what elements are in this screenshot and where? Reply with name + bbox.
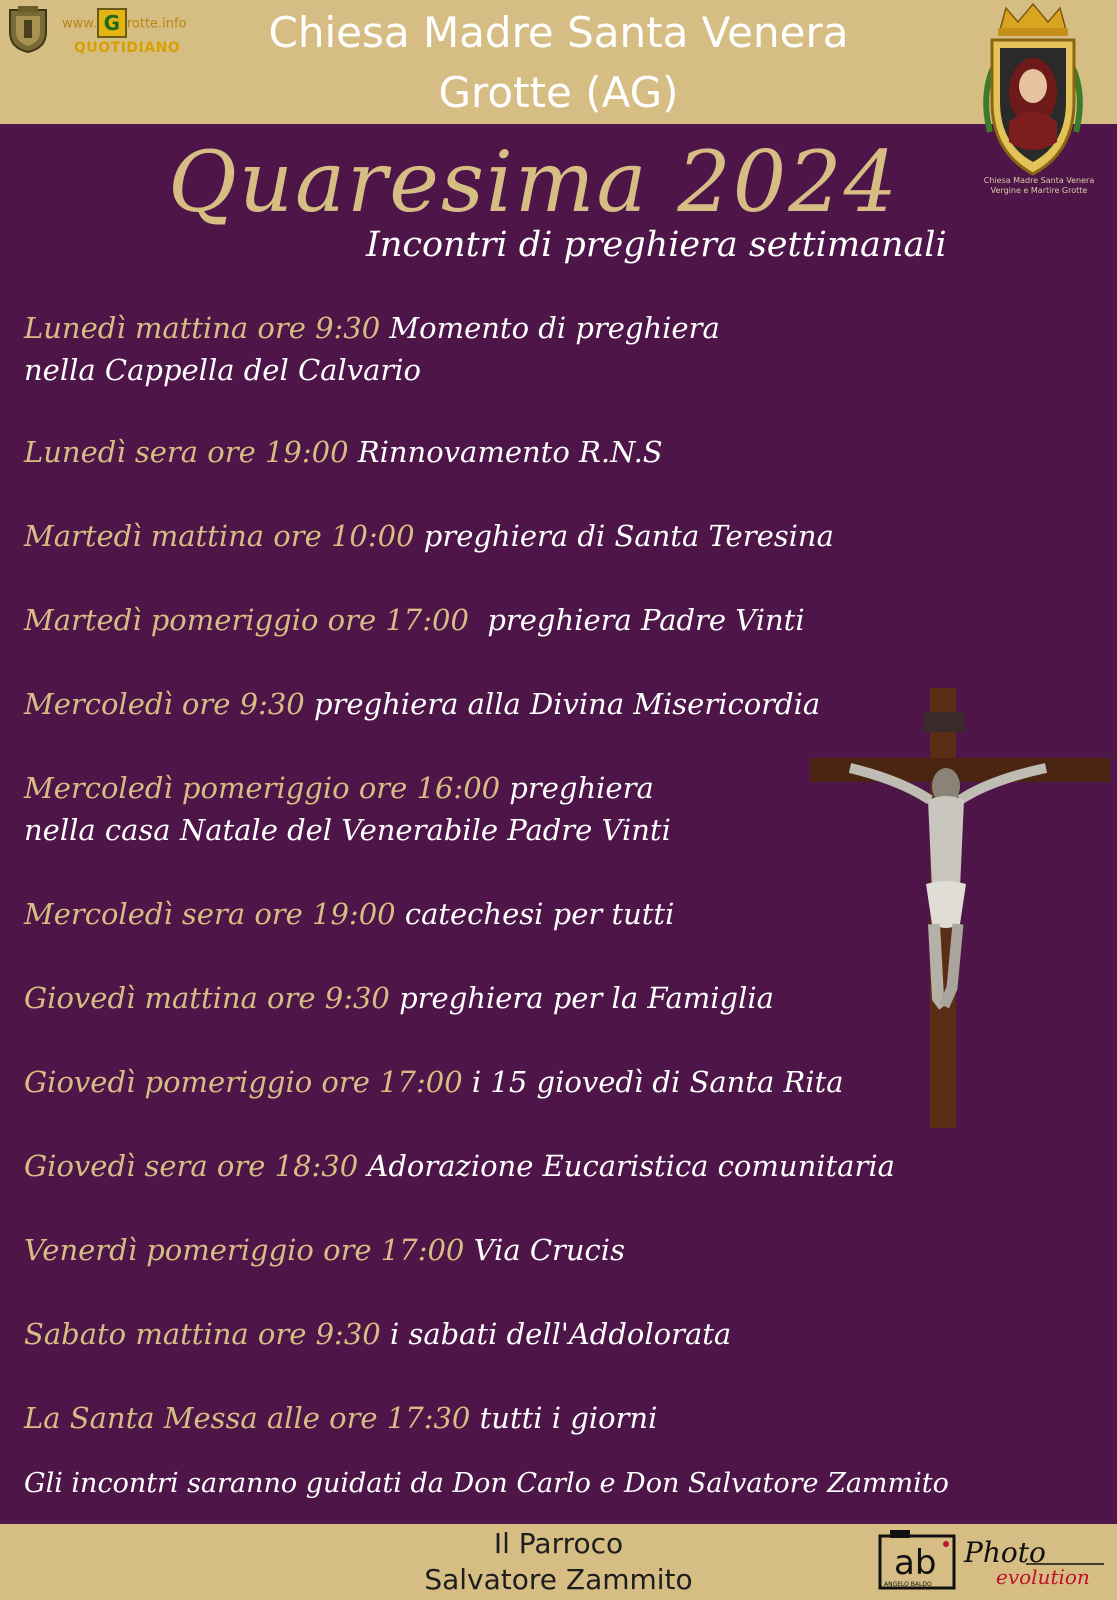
schedule-item <box>24 1314 731 1354</box>
schedule-item <box>24 768 654 808</box>
schedule-item-continued <box>24 810 671 850</box>
schedule-time: Giovedì sera ore 18:30 <box>24 1149 359 1183</box>
schedule-item <box>24 516 834 556</box>
schedule-description: i 15 giovedì di Santa Rita <box>462 1065 844 1099</box>
schedule-description: tutti i giorni <box>470 1401 658 1435</box>
schedule-time: Venerdì pomeriggio ore 17:00 <box>24 1233 465 1267</box>
schedule-time: La Santa Messa alle ore 17:30 <box>24 1401 471 1435</box>
signature-role: Il Parroco <box>493 1527 624 1560</box>
schedule-description: catechesi per tutti <box>395 897 675 931</box>
church-location: Grotte (AG) <box>438 68 679 117</box>
schedule-description: nella Cappella del Calvario <box>24 353 421 387</box>
schedule-description: preghiera di Santa Teresina <box>414 519 834 553</box>
photo-evolution-logo <box>876 1528 1106 1592</box>
crucifix-image <box>810 688 1110 1128</box>
schedule-item-continued <box>24 350 421 390</box>
schedule-item <box>24 432 663 472</box>
schedule-description: Via Crucis <box>464 1233 625 1267</box>
logo-initials: ab <box>894 1543 937 1583</box>
schedule-description: Rinnovamento R.N.S <box>348 435 663 469</box>
schedule-item <box>24 894 674 934</box>
schedule-item <box>24 600 805 640</box>
page-subtitle: Incontri di preghiera settimanali <box>366 225 947 265</box>
schedule-description: preghiera <box>500 771 654 805</box>
header-band <box>0 0 1117 124</box>
schedule-description: Momento di preghiera <box>380 311 720 345</box>
schedule-time: Martedì pomeriggio ore 17:00 <box>24 603 469 637</box>
schedule-description: preghiera alla Divina Misericordia <box>304 687 821 721</box>
schedule-description: Adorazione Eucaristica comunitaria <box>358 1149 895 1183</box>
site-tagline: QUOTIDIANO <box>74 40 181 56</box>
signature-name: Salvatore Zammito <box>424 1563 693 1596</box>
schedule-time: Giovedì mattina ore 9:30 <box>24 981 390 1015</box>
schedule-time: Sabato mattina ore 9:30 <box>24 1317 381 1351</box>
schedule-time: Martedì mattina ore 10:00 <box>24 519 415 553</box>
logo-small-text: ANGELO BALDO <box>884 1581 932 1588</box>
schedule-time: Lunedì mattina ore 9:30 <box>24 311 381 345</box>
church-name: Chiesa Madre Santa Venera <box>268 8 849 57</box>
logo-word-photo: Photo <box>964 1536 1046 1569</box>
schedule-time: Mercoledì pomeriggio ore 16:00 <box>24 771 501 805</box>
schedule-item <box>24 308 720 348</box>
site-prefix: www. <box>62 16 97 32</box>
schedule-description: preghiera Padre Vinti <box>468 603 805 637</box>
logo-word-evolution: evolution <box>996 1565 1090 1589</box>
schedule-item <box>24 1230 625 1270</box>
schedule-time: Giovedì pomeriggio ore 17:00 <box>24 1065 463 1099</box>
guided-note <box>24 1464 949 1504</box>
schedule-item <box>24 978 774 1018</box>
schedule-description: i sabati dell'Addolorata <box>380 1317 732 1351</box>
schedule-item <box>24 1062 844 1102</box>
schedule-time: Mercoledì ore 9:30 <box>24 687 305 721</box>
page-title: Quaresima 2024 <box>168 133 900 231</box>
schedule-item <box>24 1398 657 1438</box>
schedule-description: nella casa Natale del Venerabile Padre Vinti <box>24 813 671 847</box>
crest-caption: Chiesa Madre Santa Venera Vergine e Martire Grotte <box>983 176 1095 195</box>
schedule-item <box>24 684 820 724</box>
site-suffix: rotte.info <box>126 16 187 32</box>
schedule-time: Lunedì sera ore 19:00 <box>24 435 349 469</box>
site-letter: G <box>97 8 127 38</box>
schedule-description: preghiera per la Famiglia <box>389 981 774 1015</box>
guided-note-text: Gli incontri saranno guidati da Don Carlo e Don Salvatore Zammito <box>24 1468 949 1499</box>
schedule-time: Mercoledì sera ore 19:00 <box>24 897 396 931</box>
schedule-item <box>24 1146 895 1186</box>
